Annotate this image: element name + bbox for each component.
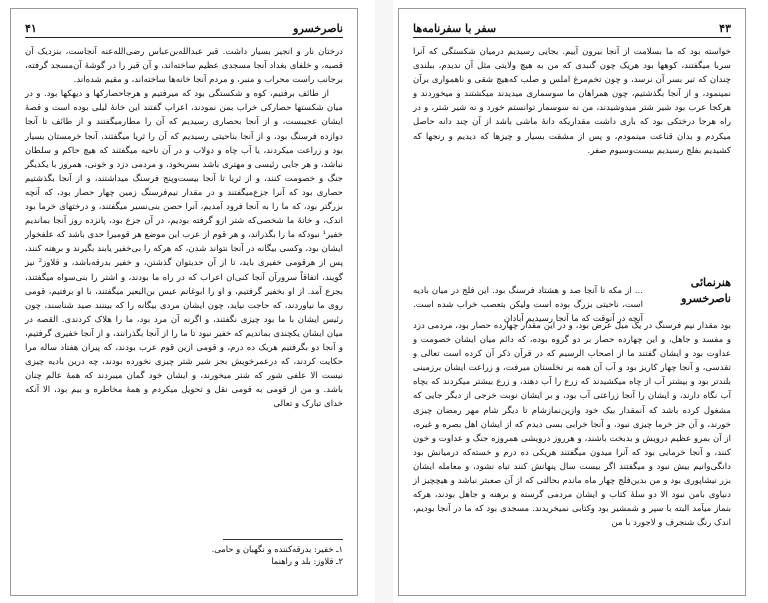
footnotes [25, 543, 343, 567]
left-page-body [25, 45, 343, 411]
right-running-head: سفر با سفرنامه‌ها [413, 22, 497, 35]
right-paragraph-1: خواسته بود که ما بسلامت از آنجا بیرون آییم. بجایی رسیدیم درمیان شکستگی که آنرا سربا میگفتند، کوهها بود هریک چون گنبدی که من به هیچ ولایتی مثل آن ندیدم، ببلندی چندان که تیر بسر آن نرسد، و چون تخم‌مرغ املس و صلب که‌هیچ شقی و ناهمواری برآن نمینمود، و از آنجا بگذشتیم، چون همراهان ما سوسماری میدیدند میکشتند و میخوردند و هرکجا عرب بود شیر شتر میدوشیدند، من نه سوسمار توانستم خورد و نه شیر شتر، و در راه هرجا درختکی بود که باری داشت مقداریکه دانهٔ ماشی باشد از آن چند دانه حاصل میکردم و بدان قناعت مینمودم، و پس از مشقت بسیار و چیزها که دیدیم و رنجها که کشیدیم بفلج رسیدیم بیست‌وسیوم صفر. [413, 47, 731, 156]
side-note [681, 275, 731, 307]
side-note-line-2: ناصرخسرو [681, 292, 731, 305]
left-page-header [25, 17, 343, 38]
right-page [398, 8, 746, 596]
footnote-1: ۱ـ خفیر: بدرقه‌کننده و نگهبان و حامی. [211, 544, 343, 554]
side-note-line-1: هنرنمائی [690, 276, 731, 289]
quote-text: ... از مکه تا آنجا صد و هشتاد فرسنگ بود. این فلج در میان بادیه است، ناحیتی بزرگ بوده است ولیکن بتعصب خراب شده است. آنچه در آنوقت که ما آنجا رسیدیم آبادان [413, 285, 643, 324]
right-page-header [413, 17, 731, 38]
right-paragraph-2: بود مقدار نیم فرسنگ در یک میل عرض بود، و در این مقدار چهارده حصار بود، مردمی دزد و مفسد و جاهل، و این چهارده حصار بر دو گروه بوده، که دائم میان ایشان خصومت و عداوت بود و ایشان گفتند ما از اصحاب الرسیم که در قرآن ذکر آن کرده است تعالی و تقدسی، و آنجا چهار کاریز بود و آب آن همه بر نخلستان میرفت، و زراعت ایشان برزمینی بلندتر بود و بیشتر آب از چاه میکشیدند که زرع را آب دهند، و زرع بیشتر میکردند که بچاه آب نگاه دارند، و ایشان را آنجا زراعتی آب بود، و بر ایشان نوبت خرجی از دیگر جایی که مشغول کرده باشد که آنمقدار بیک خود وازین‌نمازشام تا دیگر شام مهر رمضان چیزی خورند، و آن جز خرما چیزی نبود، و آنجا خرابی بسی دیدم که از ایشان اهل بصره و غیره، از آن بمرو عظیم درویش و بدبخت باشند، و هرروز درویشی همروزه جنگ و عداوت و خون کنند، و آنجا خرمایی بود که آنرا میدون میگفتند هریکی ده درم و خسته‌که درمیانش بود دانگی‌وانیم بیش نبود و میگفتند اگر بیست سال پنهانش کنند تباه نشود، و معامله ایشان بزر نیشاپوری بود و من بدین‌فلج چهار ماه ماندم بحالتی که از آن صعبتر نباشد و هیچچیز از دنیاوی بامن نبود الا دو سلهٔ کتاب و ایشان مردمی گرسنه و برهنه و جاهل بودند، هرکه بنماز میآمد البته با سپر و شمشیر بود وکتابی نمیخریدند. مسجدی بود که ما در آنجا بودیم، اندک رنگ شنجرف و لاجورد با من [413, 321, 731, 529]
footnote-2: ۲ـ قلاوز: بلد و راهنما [271, 556, 343, 566]
book-spine [375, 0, 393, 603]
left-paragraph-1: درختان نار و انجیر بسیار داشت. قبر عبدالله‌بن‌عباس رضی‌الله‌عنه آنجاست، بنزدیک آن قصبه، و خلفای بغداد آنجا مسجدی عظیم ساخته‌اند، و آن قبر را در گوشهٔ آن‌مسجد گرفته، برجانب راست محراب و منبر، و مردم آنجا خانه‌ها ساخته‌اند، و مقیم شده‌اند. [25, 47, 343, 86]
right-page-body-top [413, 45, 731, 158]
left-page [10, 8, 358, 596]
right-page-number: ۴۳ [719, 22, 731, 35]
footnote-rule [223, 539, 343, 540]
right-page-body-bottom [413, 319, 731, 530]
left-running-head: ناصرخسرو [293, 22, 343, 35]
left-page-number: ۴۱ [25, 22, 37, 35]
left-paragraph-2: از طائف برفتیم، کوه و شکستگی بود که میرفتیم و هرجاحصارکها و دیهکها بود. و در میان شکستها حصارکی خراب بمن نمودند، اعراب گفتند این خانهٔ لیلی بوده است و قصهٔ ایشان عجیبست، و از آنجا بحصاری رسیدیم که آن را مطارمیگفتند و از طائف تا آنجا دوازده فرسنگ بود، و از آنجا بناحیتی رسیدیم که آن را ثریا میگفتند، آنجا خرمستان بسیار بود و زراعت میکردند، یا آب چاه و دولاب و در آن ناحیه میگفتند که هیچ حاکم و سلطان نباشد، و هر جایی رئیسی و مهتری باشد بسربخود، و مردمی دزد و خونی، همروز با یکدیگر جنگ و خصومت کنند، و از ثریا تا آنجا بیست‌وپنج فرسنگ میداشتند، و از آنجا بگذشتیم حصاری بود که آنرا جزع‌میگفتند و در مقدار نیم‌فرسنگ زمین چهار حصار بود، که آنچه بزرگتر بود، که ما را به آنجا فرود آمدیم، آنرا حصن بنی‌نسیر میگفتند، و درختهای خرما بود اندک، و خانهٔ ما شخصی‌که شتر ازو گرفته بودیم، در آن جزع بود، پانزده روز آنجا بماندیم خفیر¹ نبودکه ما را بگذراند، و هر قوم از عرب این موضع هر قومیرا حدی باشد که علفخوار ایشان بود، وکسی بیگانه در آنجا نتواند شدن، که هرکه را بی‌خفیر یابند بگیرند و برهنه کنند، پس از هرقومی خفیری باید، تا از آن حدیتوان گذشتن، و خفیر بدرقه‌باشد، و قلاوز² نیز گویند، اتفاقاً سرورآن آنجا کنی‌ان اعراب که در راه ما بودند، و اشتر را بنی‌سواه میگفتند، بجزع آمد. از او بخفیر گرفتیم، و او را ابوغانم عیس بن‌البعیر میگفتند، با او برفتیم، قومی روی ما نیاوردند، که حاجت نیاید، چون ایشان مردی بیگانه را که بیننند صید شناسند، چون رئیس ایشان با ما بود چیزی نگفتند، و اگرنه آن مرد بود، ما را هلاک کردندی. القصه در میان ایشان یکچندی بماندیم که خفیر نبود تا ما را از آنجا بگذرانند، و از آنجا خفیری گرفتیم، و آنجا دو بگرفتیم هریک ده درم، و قومی ازین قوم عرب بودند، که پیران هفتاد ساله مرا حکایت کردند، که درعمرخویش بجز شیر شتر چیزی نخورده بودند، چه درین بادیه چیزی نیست الا علفی شور که شتر میخورند، و ایشان خود گمان میبردند که همهٔ عالم چنان باشد. و من از قومی به قومی نقل و تحویل میکردم و همهٔ مخاطره و بیم بود، الا آنکه خدای تبارک و تعالی [25, 89, 343, 410]
